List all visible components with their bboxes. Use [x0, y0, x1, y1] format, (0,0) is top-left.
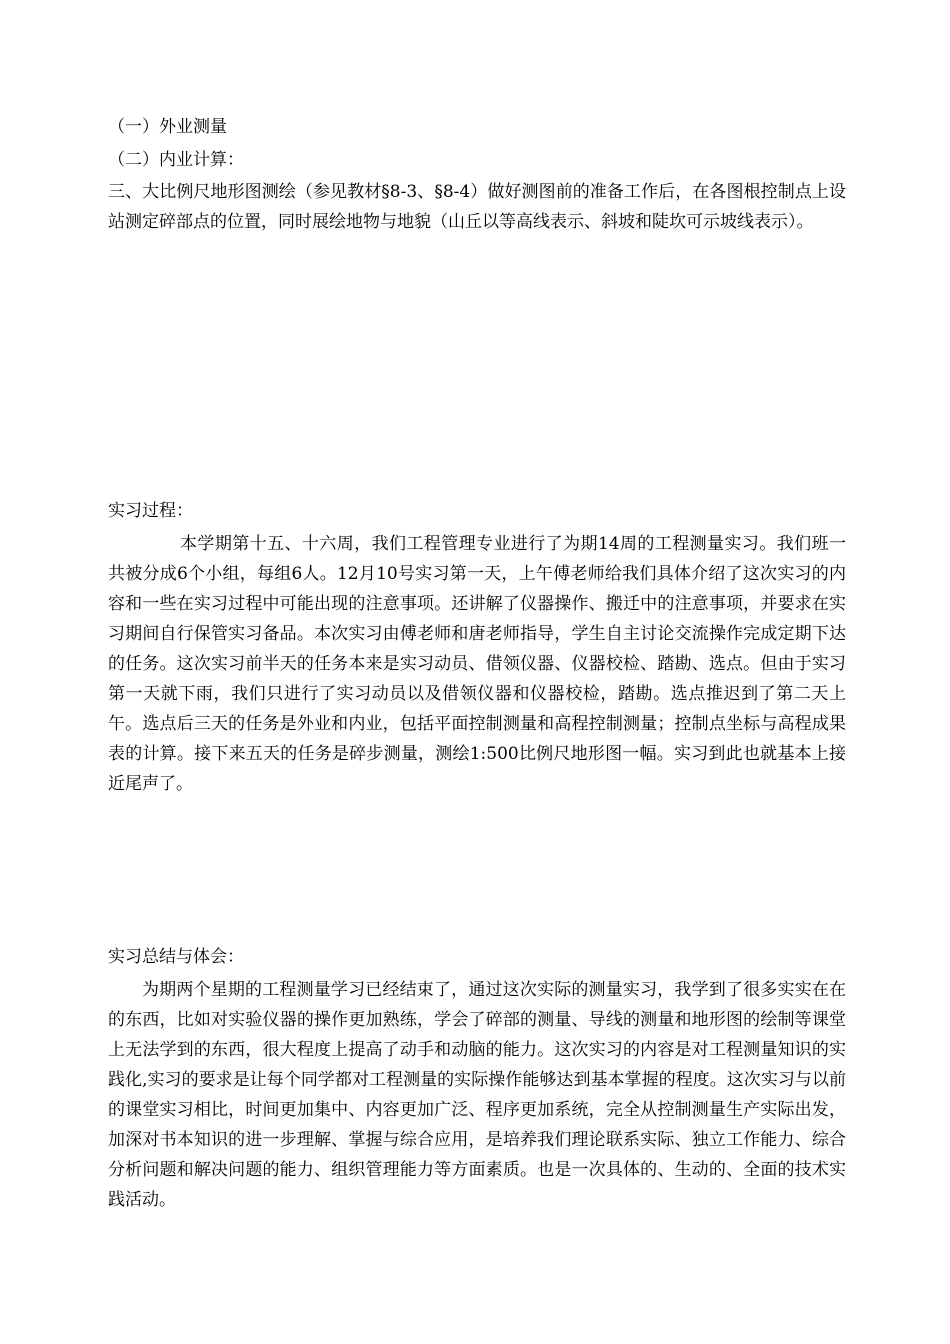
summary-paragraph: 为期两个星期的工程测量学习已经结束了，通过这次实际的测量实习，我学到了很多实实在在的东西，比如对实验仪器的操作更加熟练，学会了碎部的测量、导线的测量和地形图的绘制等课堂上无法学到的东西，很大程度上提高了动手和动脑的能力。这次实习的内容是对工程测量知识的实践化,实习的要求是让每个同学都对工程测量的实际操作能够达到基本掌握的程度。这次实习与以前的课堂实习相比，时间更加集中、内容更加广泛、程序更加系统，完全从控制测量生产实际出发，加深对书本知识的进一步理解、掌握与综合应用，是培养我们理论联系实际、独立工作能力、综合分析问题和解决问题的能力、组织管理能力等方面素质。也是一次具体的、生动的、全面的技术实践活动。	[108, 980, 846, 1210]
outline-item-office-calculation: （二）内业计算：	[108, 150, 244, 170]
section-heading-process: 实习过程：	[108, 501, 193, 521]
outline-item-topographic-mapping: 三、大比例尺地形图测绘（参见教材§8-3、§8-4）做好测图前的准备工作后，在各图根控制点上设站测定碎部点的位置，同时展绘地物与地貌（山丘以等高线表示、斜坡和陡坎可示坡线表示）。	[108, 182, 846, 232]
section-heading-summary: 实习总结与体会：	[108, 947, 244, 967]
outline-item-field-survey: （一）外业测量	[108, 117, 227, 137]
process-paragraph: 本学期第十五、十六周，我们工程管理专业进行了为期14周的工程测量实习。我们班一共被分成6个小组，每组6人。12月10号实习第一天，上午傅老师给我们具体介绍了这次实习的内容和一些在实习过程中可能出现的注意事项。还讲解了仪器操作、搬迁中的注意事项，并要求在实习期间自行保管实习备品。本次实习由傅老师和唐老师指导，学生自主讨论交流操作完成定期下达的任务。这次实习前半天的任务本来是实习动员、借领仪器、仪器校检、踏勘、选点。但由于实习第一天就下雨，我们只进行了实习动员以及借领仪器和仪器校检，踏勘。选点推迟到了第二天上午。选点后三天的任务是外业和内业，包括平面控制测量和高程控制测量；控制点坐标与高程成果表的计算。接下来五天的任务是碎步测量，测绘1:500比例尺地形图一幅。实习到此也就基本上接近尾声了。	[108, 534, 846, 794]
